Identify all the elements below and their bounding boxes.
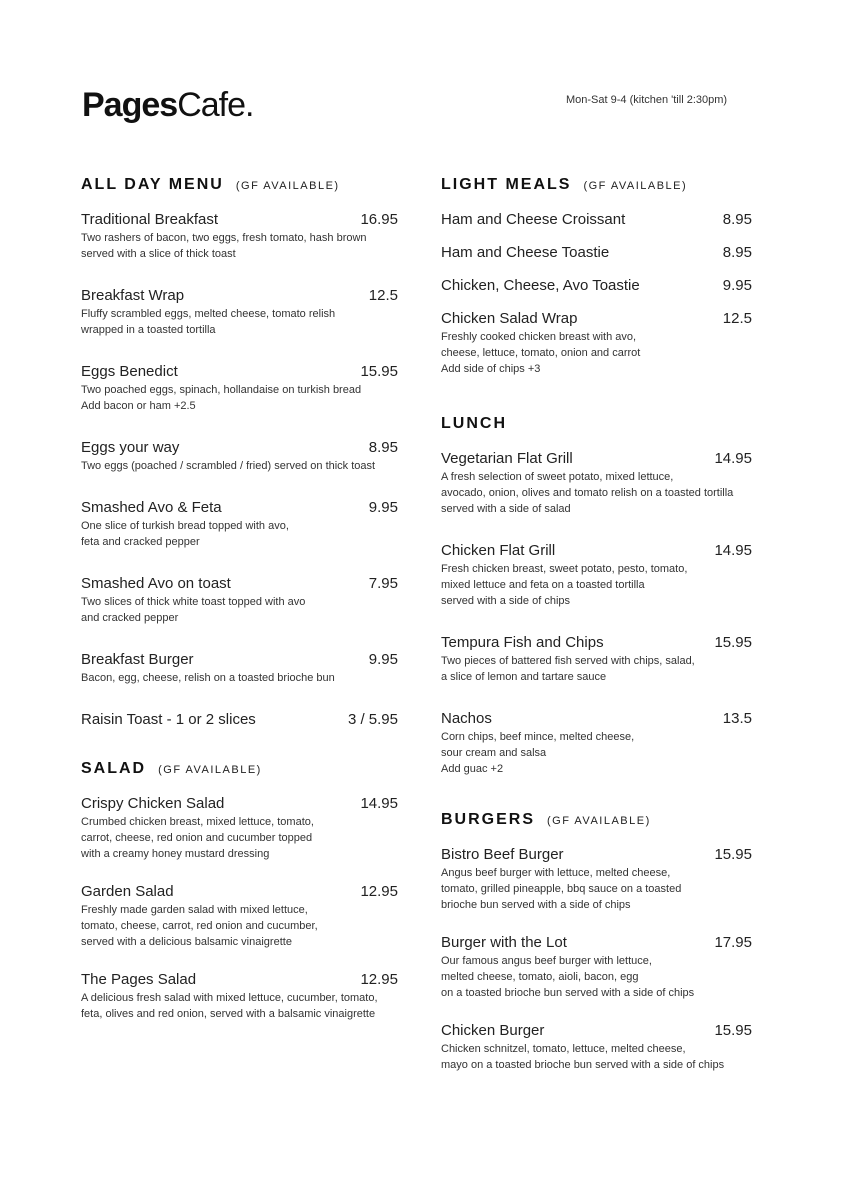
menu-item — [441, 449, 761, 517]
menu-item-row — [81, 210, 401, 230]
menu-item — [441, 845, 761, 913]
menu-item-name: Garden Salad — [81, 883, 174, 900]
menu-item-price: 12.5 — [722, 310, 752, 327]
menu-item-price: 13.5 — [722, 710, 752, 727]
menu-item-name: Ham and Cheese Toastie — [441, 244, 610, 261]
menu-item — [81, 498, 401, 550]
menu-item-row — [81, 882, 401, 902]
menu-item-name: Eggs your way — [81, 439, 180, 456]
menu-item-name: Smashed Avo on toast — [81, 575, 231, 592]
menu-item-price: 15.95 — [714, 1022, 752, 1039]
menu-item-name: Chicken Burger — [441, 1022, 545, 1039]
menu-item-price: 7.95 — [368, 575, 398, 592]
opening-hours: Mon-Sat 9-4 (kitchen 'till 2:30pm) — [566, 94, 728, 106]
menu-item — [441, 1021, 761, 1073]
menu-item — [441, 541, 761, 609]
menu-item-row — [441, 276, 761, 296]
menu-item-row — [441, 243, 761, 263]
menu-item-description: Two eggs (poached / scrambled / fried) served on thick toast — [81, 460, 376, 472]
menu-item-description: Two poached eggs, spinach, hollandaise on turkish bread Add bacon or ham +2.5 — [81, 384, 362, 412]
menu-item — [81, 794, 401, 862]
section-lunch — [441, 415, 761, 777]
menu-item-description: Two slices of thick white toast topped with avo and cracked pepper — [81, 596, 306, 624]
menu-item-description: Crumbed chicken breast, mixed lettuce, tomato, carrot, cheese, red onion and cucumber topped with a creamy honey mustard dressing — [81, 816, 314, 860]
section-all-day-menu — [81, 176, 401, 730]
right-column — [441, 176, 761, 1073]
menu-item-name: The Pages Salad — [81, 971, 197, 988]
menu-item-description: Two pieces of battered fish served with chips, salad, a slice of lemon and tartare sauce — [441, 655, 695, 683]
menu-item-row — [441, 449, 761, 469]
menu-item-price: 15.95 — [714, 846, 752, 863]
menu-item-description: A fresh selection of sweet potato, mixed lettuce, avocado, onion, olives and tomato relish on a toasted tortilla served with a side of salad — [441, 471, 734, 515]
menu-item-description: Fresh chicken breast, sweet potato, pesto, tomato, mixed lettuce and feta on a toasted tortilla served with a side of chips — [441, 563, 688, 607]
menu-item-description: Our famous angus beef burger with lettuce, melted cheese, tomato, aioli, bacon, egg on a toasted brioche bun served with a side of chips — [441, 955, 695, 999]
menu-item-description: Freshly made garden salad with mixed lettuce, tomato, cheese, carrot, red onion and cucumber, served with a delicious balsamic vinaigrette — [81, 904, 318, 948]
section-heading — [81, 176, 401, 198]
menu-item-description: A delicious fresh salad with mixed lettuce, cucumber, tomato, feta, olives and red onion, served with a balsamic vinaigrette — [81, 992, 378, 1020]
section-heading — [81, 760, 401, 782]
menu-item-row — [441, 933, 761, 953]
cafe-logo — [82, 86, 253, 125]
section-title: ALL DAY MENU — [81, 176, 224, 193]
menu-item-name: Chicken Salad Wrap — [441, 310, 578, 327]
menu-item-row — [81, 362, 401, 382]
gf-available-note: (GF AVAILABLE) — [583, 180, 688, 192]
menu-item-row — [441, 541, 761, 561]
menu-item-description: Corn chips, beef mince, melted cheese, sour cream and salsa Add guac +2 — [441, 731, 635, 775]
menu-item — [81, 970, 401, 1022]
menu-item-row — [441, 709, 761, 729]
menu-item-description: Freshly cooked chicken breast with avo, cheese, lettuce, tomato, onion and carrot Add side of chips +3 — [441, 331, 641, 375]
menu-item-price: 14.95 — [714, 450, 752, 467]
menu-item — [441, 309, 761, 377]
menu-item-price: 14.95 — [360, 795, 398, 812]
menu-item-name: Bistro Beef Burger — [441, 846, 564, 863]
menu-item-name: Eggs Benedict — [81, 363, 178, 380]
menu-item-name: Burger with the Lot — [441, 934, 567, 951]
section-salad — [81, 760, 401, 1022]
menu-item — [441, 933, 761, 1001]
menu-item-price: 12.95 — [360, 971, 398, 988]
menu-item-row — [81, 286, 401, 306]
menu-item — [441, 210, 761, 230]
section-title: LUNCH — [441, 415, 507, 432]
menu-item-price: 17.95 — [714, 934, 752, 951]
menu-item — [441, 633, 761, 685]
menu-item — [81, 438, 401, 474]
menu-item — [81, 362, 401, 414]
gf-available-note: (GF AVAILABLE) — [235, 180, 340, 192]
menu-item-description: Fluffy scrambled eggs, melted cheese, tomato relish wrapped in a toasted tortilla — [81, 308, 336, 336]
menu-item — [81, 210, 401, 262]
menu-item-name: Crispy Chicken Salad — [81, 795, 225, 812]
menu-item-price: 14.95 — [714, 542, 752, 559]
gf-available-note: (GF AVAILABLE) — [158, 764, 262, 776]
menu-item — [441, 243, 761, 263]
menu-item-price: 15.95 — [714, 634, 752, 651]
menu-item-description: Chicken schnitzel, tomato, lettuce, melted cheese, mayo on a toasted brioche bun served with a side of chips — [441, 1043, 725, 1071]
menu-item-description: Angus beef burger with lettuce, melted cheese, tomato, grilled pineapple, bbq sauce on a toasted brioche bun served with a side of chips — [441, 867, 682, 911]
menu-item-row — [441, 633, 761, 653]
menu-item-row — [81, 574, 401, 594]
menu-item-name: Chicken Flat Grill — [441, 542, 556, 559]
menu-item-price: 16.95 — [360, 211, 398, 228]
menu-item-row — [81, 650, 401, 670]
logo-bold-text: Pages — [82, 86, 178, 124]
section-heading — [441, 811, 761, 833]
section-heading — [441, 176, 761, 198]
menu-item-name: Tempura Fish and Chips — [441, 634, 604, 651]
menu-item-price: 12.5 — [368, 287, 398, 304]
menu-item-row — [441, 210, 761, 230]
menu-item — [81, 710, 401, 730]
menu-item-row — [441, 1021, 761, 1041]
section-title: LIGHT MEALS — [441, 176, 572, 193]
left-column — [81, 176, 401, 1022]
menu-item-name: Chicken, Cheese, Avo Toastie — [441, 277, 640, 294]
menu-item-price: 8.95 — [722, 244, 752, 261]
menu-item-row — [81, 970, 401, 990]
section-title: BURGERS — [441, 811, 536, 828]
menu-item-description: Two rashers of bacon, two eggs, fresh tomato, hash brown served with a slice of thick toast — [81, 232, 367, 260]
section-title: SALAD — [81, 760, 147, 777]
menu-item-name: Traditional Breakfast — [81, 211, 219, 228]
menu-item-row — [441, 845, 761, 865]
menu-item-name: Ham and Cheese Croissant — [441, 211, 626, 228]
menu-item-price: 9.95 — [368, 499, 398, 516]
menu-item-row — [81, 438, 401, 458]
menu-item — [81, 882, 401, 950]
menu-item-row — [81, 710, 401, 730]
menu-item — [441, 276, 761, 296]
menu-item — [441, 709, 761, 777]
menu-item-name: Nachos — [441, 710, 492, 727]
menu-item-price: 8.95 — [722, 211, 752, 228]
logo-light-text: Cafe. — [177, 86, 254, 124]
menu-item — [81, 286, 401, 338]
menu-item — [81, 574, 401, 626]
menu-item-price: 9.95 — [368, 651, 398, 668]
section-light-meals — [441, 176, 761, 377]
menu-item-name: Smashed Avo & Feta — [81, 499, 222, 516]
menu-item-price: 9.95 — [722, 277, 752, 294]
gf-available-note: (GF AVAILABLE) — [547, 815, 651, 827]
menu-item-description: One slice of turkish bread topped with avo, feta and cracked pepper — [81, 520, 289, 548]
menu-item-price: 12.95 — [360, 883, 398, 900]
section-heading — [441, 415, 761, 437]
menu-item-name: Breakfast Wrap — [81, 287, 185, 304]
menu-item-price: 15.95 — [360, 363, 398, 380]
menu-item — [81, 650, 401, 686]
menu-item-row — [81, 498, 401, 518]
menu-item-price: 8.95 — [368, 439, 398, 456]
menu-item-row — [81, 794, 401, 814]
menu-item-row — [441, 309, 761, 329]
menu-item-description: Bacon, egg, cheese, relish on a toasted brioche bun — [81, 672, 335, 684]
menu-item-name: Vegetarian Flat Grill — [441, 450, 573, 467]
menu-item-name: Raisin Toast - 1 or 2 slices — [81, 711, 256, 728]
section-burgers — [441, 811, 761, 1073]
menu-item-name: Breakfast Burger — [81, 651, 194, 668]
menu-item-price: 3 / 5.95 — [347, 711, 398, 728]
